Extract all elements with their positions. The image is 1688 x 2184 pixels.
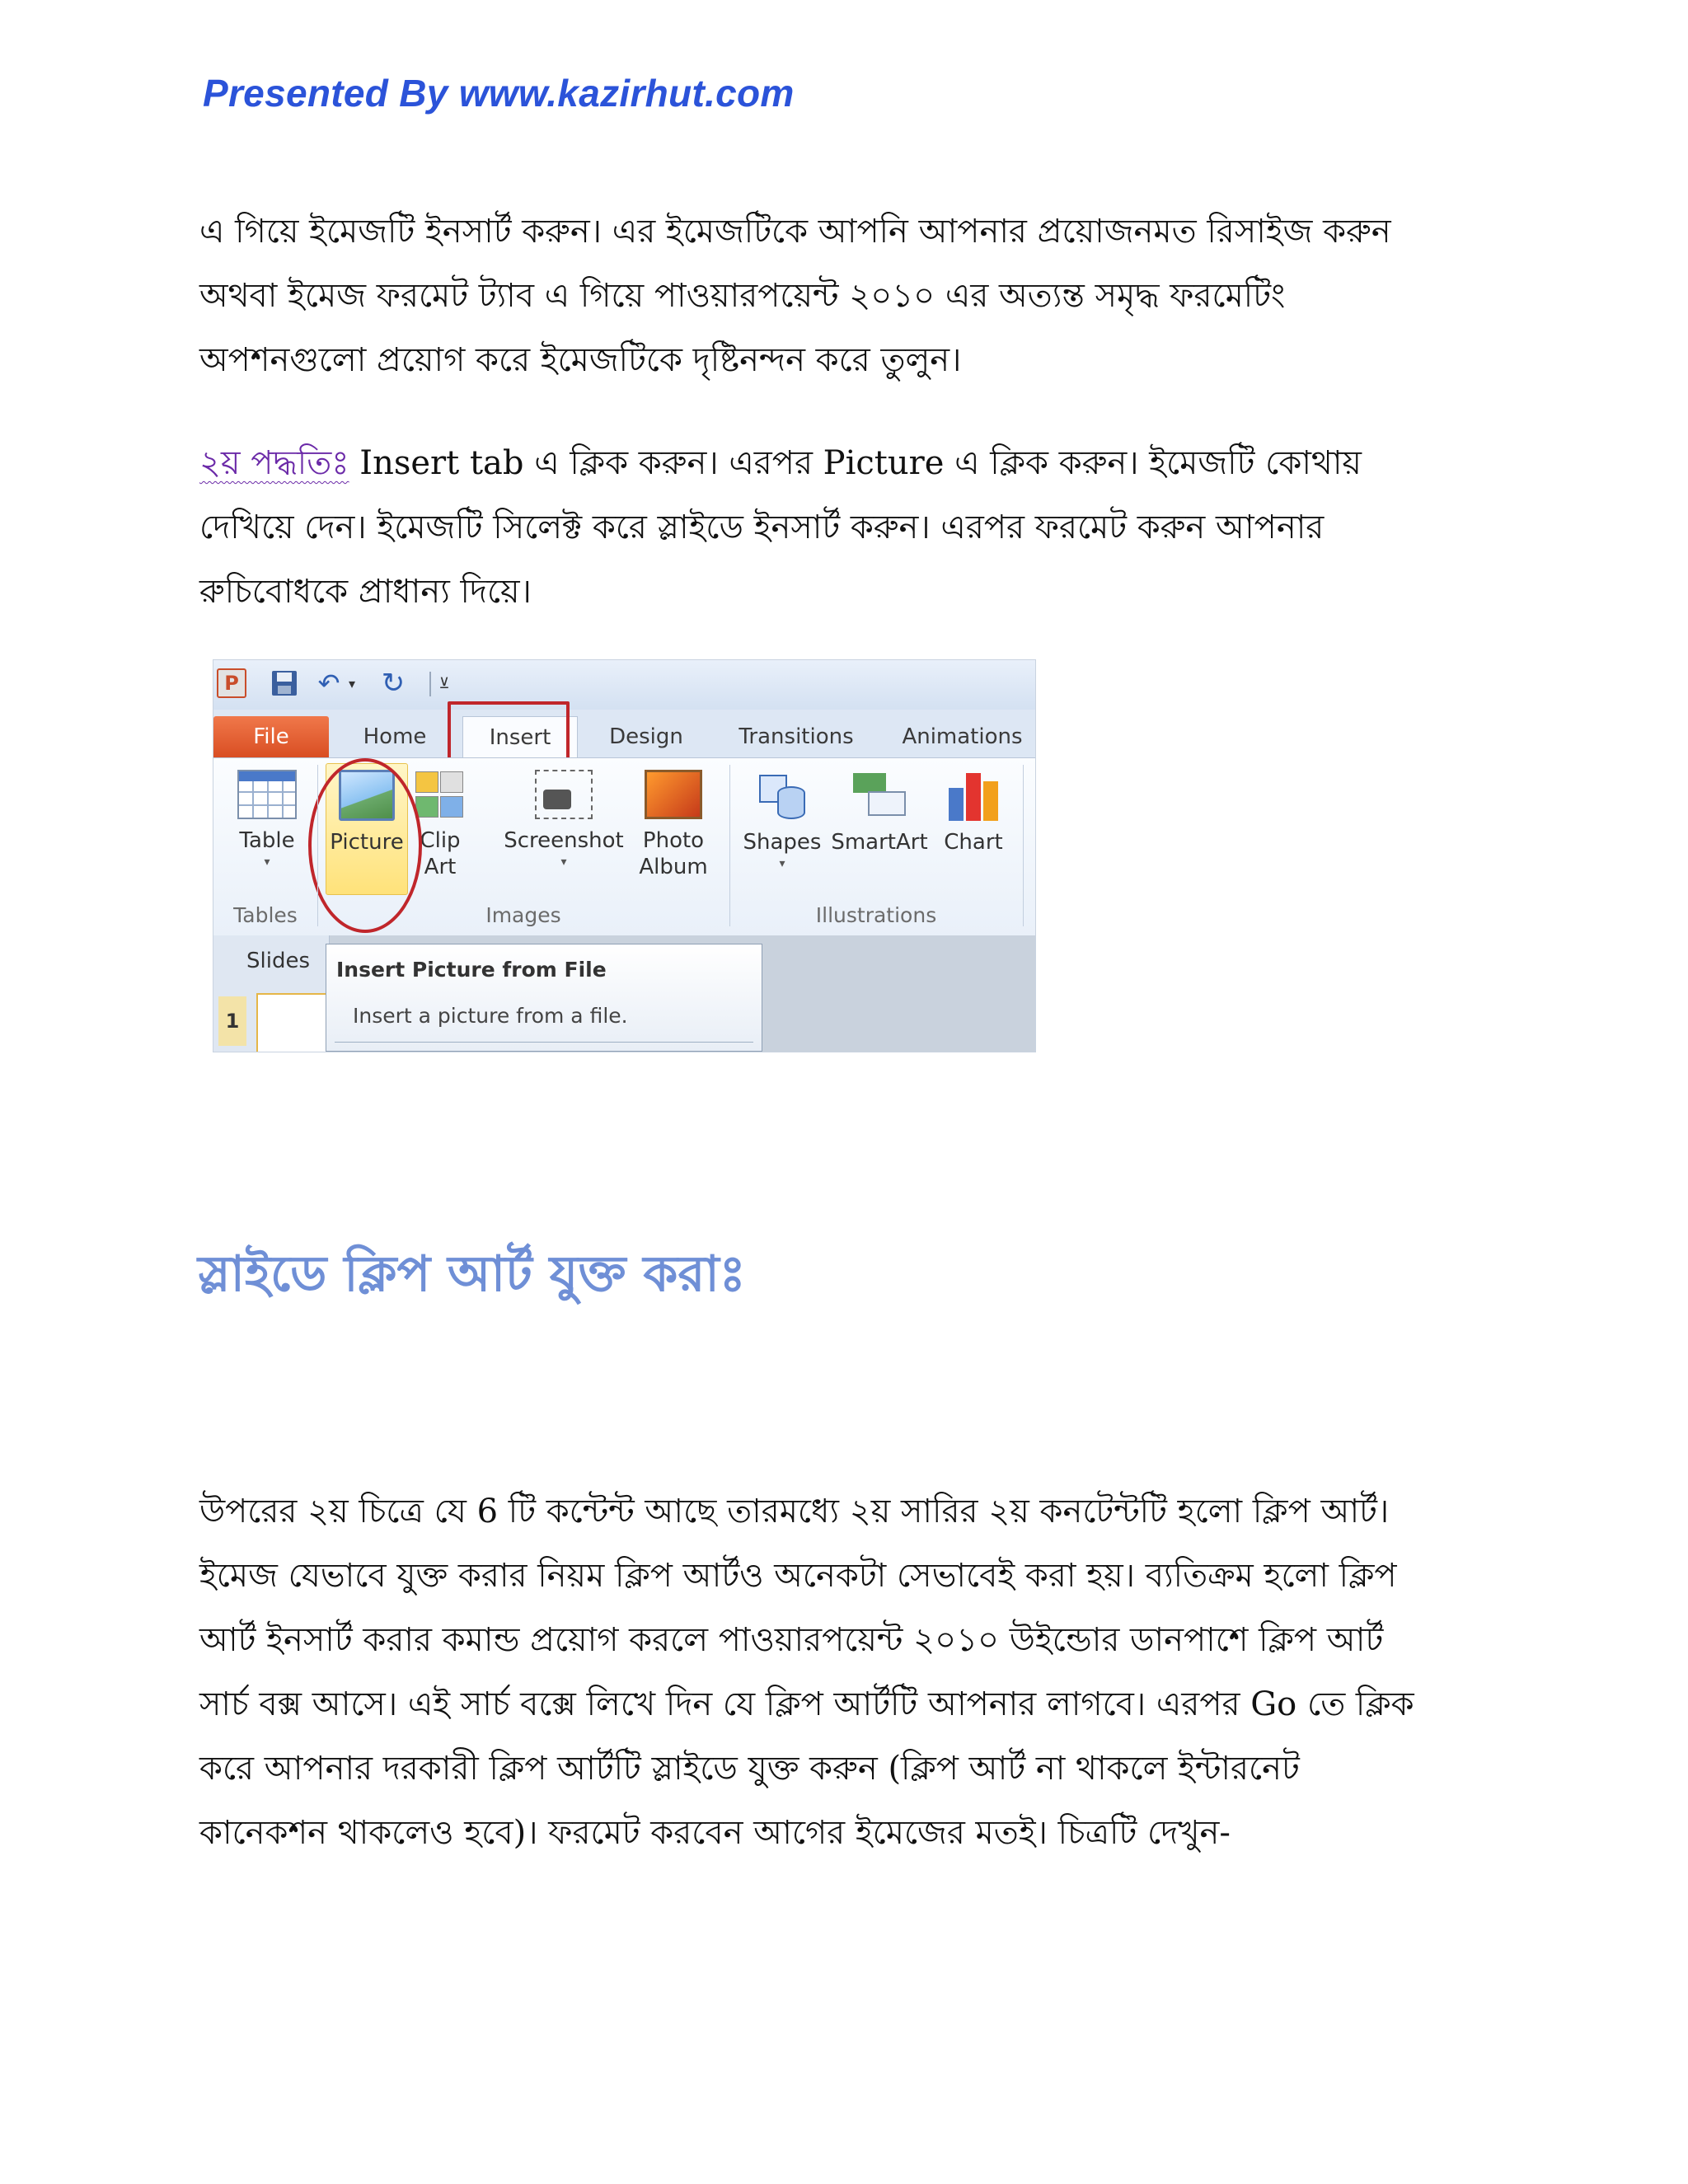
text-line: অথবা ইমেজ ফরমেট ট্যাব এ গিয়ে পাওয়ারপয়েন্ট ২০১০ এর অত্যন্ত সমৃদ্ধ ফরমেটিং: [199, 277, 1286, 315]
clip-art-icon: [414, 770, 467, 819]
photo-album-label-1: Photo: [642, 828, 705, 853]
table-button[interactable]: [222, 770, 312, 870]
text-line: উপরের ২য় চিত্রে যে 6 টি কন্টেন্ট আছে তারমধ্যে ২য় সারির ২য় কনটেন্টটি হলো ক্লিপ আর্ট।: [199, 1493, 1390, 1530]
photo-album-label-2: Album: [639, 855, 708, 879]
table-icon: [237, 770, 297, 819]
text-line: সার্চ বক্স আসে। এই সার্চ বক্সে লিখে দিন যে ক্লিপ আর্টটি আপনার লাগবে। এরপর Go তে ক্লিক: [199, 1685, 1414, 1723]
paragraph-clip-art: [199, 1479, 1502, 1865]
group-label-images: Images: [485, 903, 561, 927]
group-divider: [1023, 765, 1024, 926]
table-label: Table: [239, 828, 295, 853]
insert-ribbon-panel: [213, 757, 1035, 936]
screenshot-icon: [535, 770, 593, 819]
presented-by-header: Presented By www.kazirhut.com: [203, 72, 795, 115]
photo-album-icon: [645, 770, 702, 819]
insert-tab-highlight-box: [448, 701, 570, 766]
method-line-1: Insert tab এ ক্লিক করুন। এরপর Picture এ ক্লিক করুন। ইমেজটি কোথায়: [349, 444, 1362, 482]
tab-transitions[interactable]: Transitions: [738, 724, 854, 749]
chevron-down-icon: ▾: [264, 855, 270, 869]
powerpoint-logo-icon: P: [217, 668, 246, 698]
tab-design[interactable]: Design: [609, 724, 683, 749]
slide-number: 1: [218, 996, 246, 1046]
group-divider: [317, 765, 318, 926]
clip-art-label-1: Clip: [420, 828, 461, 853]
text-line: অপশনগুলো প্রয়োগ করে ইমেজটিকে দৃষ্টিনন্দন করে তুলুন।: [199, 341, 962, 379]
undo-icon[interactable]: ↶: [317, 668, 340, 699]
toolbar-divider: [429, 672, 431, 696]
redo-icon[interactable]: ↻: [381, 667, 406, 700]
workspace-area: [213, 935, 1035, 1052]
smartart-button[interactable]: [830, 770, 929, 855]
tab-home[interactable]: Home: [363, 724, 427, 749]
quick-access-toolbar: [213, 660, 1035, 710]
chevron-down-icon: ▾: [560, 855, 567, 869]
ribbon-tabs: [213, 710, 1035, 757]
shapes-label: Shapes: [743, 830, 822, 855]
chart-button[interactable]: [932, 770, 1015, 855]
slides-panel: [213, 935, 330, 1052]
paragraph-method-2: [199, 431, 1502, 624]
method-label: ২য় পদ্ধতিঃ: [199, 444, 349, 482]
powerpoint-insert-ribbon-screenshot: [213, 659, 1036, 1052]
text-line: এ গিয়ে ইমেজটি ইনসার্ট করুন। এর ইমেজটিকে আপনি আপনার প্রয়োজনমত রিসাইজ করুন: [199, 213, 1391, 251]
text-line: দেখিয়ে দেন। ইমেজটি সিলেক্ট করে স্লাইডে ইনসার্ট করুন। এরপর ফরমেট করুন আপনার: [199, 509, 1325, 546]
save-icon[interactable]: [270, 668, 299, 698]
customize-toolbar-icon[interactable]: ⊻: [438, 674, 450, 692]
shapes-button[interactable]: [741, 770, 823, 872]
group-label-illustrations: Illustrations: [815, 903, 937, 927]
paragraph-insert-image: [199, 199, 1502, 392]
tooltip-divider: [335, 1042, 753, 1043]
tooltip-title: Insert Picture from File: [336, 958, 607, 982]
text-line: রুচিবোধকে প্রাধান্য দিয়ে।: [199, 573, 532, 611]
picture-label: Picture: [330, 830, 404, 855]
text-line: আর্ট ইনসার্ট করার কমান্ড প্রয়োগ করলে পাওয়ারপয়েন্ট ২০১০ উইন্ডোর ডানপাশে ক্লিপ আর্ট: [199, 1621, 1384, 1659]
tab-insert[interactable]: Insert: [462, 716, 578, 757]
smartart-icon: [850, 770, 909, 821]
photo-album-button[interactable]: [632, 770, 715, 880]
tab-animations[interactable]: Animations: [902, 724, 1023, 749]
clip-art-label-2: Art: [424, 855, 457, 879]
chevron-down-icon[interactable]: ▾: [348, 675, 356, 691]
text-line: ইমেজ যেভাবে যুক্ত করার নিয়ম ক্লিপ আর্টও অনেকটা সেভাবেই করা হয়। ব্যতিক্রম হলো ক্লিপ: [199, 1557, 1397, 1595]
text-line: [199, 431, 1502, 495]
chart-icon: [944, 770, 1003, 821]
smartart-label: SmartArt: [831, 830, 928, 855]
screenshot-button[interactable]: [502, 770, 626, 870]
slides-panel-label[interactable]: Slides: [246, 949, 310, 973]
shapes-icon: [756, 770, 809, 821]
tab-file[interactable]: File: [213, 716, 329, 757]
section-title-clip-art: স্লাইডে ক্লিপ আর্ট যুক্ত করাঃ: [198, 1245, 746, 1303]
screenshot-label: Screenshot: [504, 828, 624, 853]
group-label-tables: Tables: [233, 903, 298, 927]
text-line: কানেকশন থাকলেও হবে)। ফরমেট করবেন আগের ইমেজের মতই। চিত্রটি দেখুন-: [199, 1814, 1231, 1852]
group-divider: [729, 765, 730, 926]
text-line: করে আপনার দরকারী ক্লিপ আর্টটি স্লাইডে যুক্ত করুন (ক্লিপ আর্ট না থাকলে ইন্টারনেট: [199, 1750, 1300, 1788]
tooltip-description: Insert a picture from a file.: [353, 1004, 628, 1028]
chevron-down-icon: ▾: [779, 857, 785, 870]
insert-picture-tooltip: [326, 944, 762, 1052]
chart-label: Chart: [944, 830, 1003, 855]
